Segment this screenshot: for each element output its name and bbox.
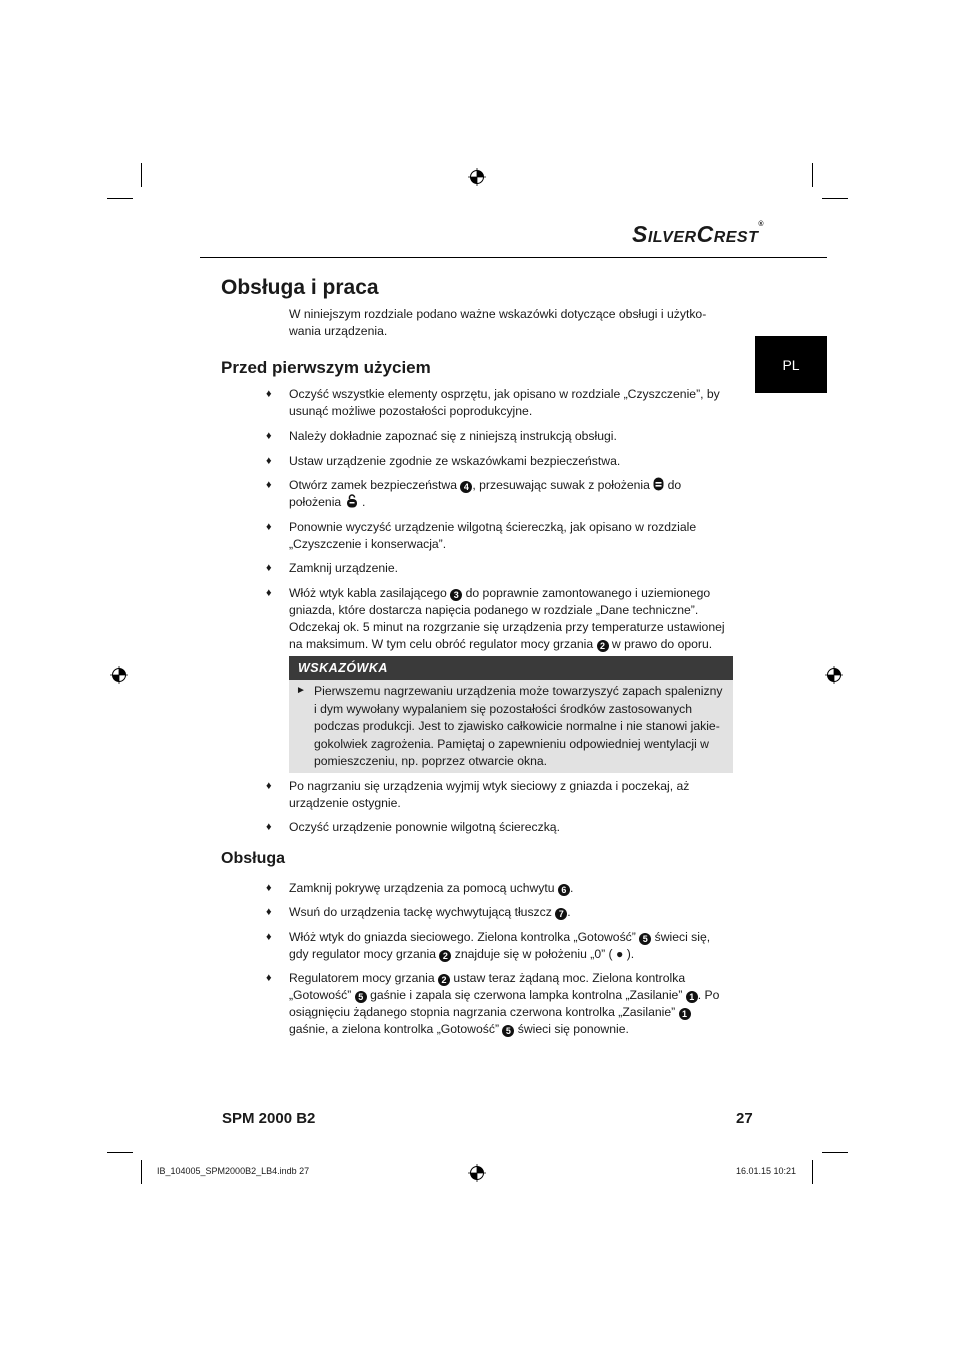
- note-heading: WSKAZÓWKA: [289, 656, 733, 680]
- crop-mark: [822, 198, 848, 199]
- crop-mark: [107, 198, 133, 199]
- registration-mark-icon: [468, 168, 486, 186]
- arrow-right-icon: ►: [296, 685, 306, 696]
- list-item-text: Otwórz zamek bezpieczeństwa 4 , przesuwając suwak z położenia do położenia .: [289, 478, 682, 509]
- crop-mark: [141, 163, 142, 187]
- crop-mark: [812, 163, 813, 187]
- part-number-badge: 5: [639, 933, 651, 945]
- bullet-icon: ♦: [266, 882, 272, 894]
- page-title: Obsługa i praca: [221, 276, 379, 299]
- part-number-badge: 2: [597, 640, 609, 652]
- crop-mark: [141, 1160, 142, 1184]
- lock-open-icon: [345, 494, 359, 508]
- part-number-badge: 4: [460, 481, 472, 493]
- list-item-text: Oczyść urządzenie ponownie wilgotną ściereczką.: [289, 820, 560, 834]
- bullet-icon: ♦: [266, 972, 272, 984]
- list-item-text: Ustaw urządzenie zgodnie ze wskazówkami bezpieczeństwa.: [289, 454, 621, 468]
- list-item-text: Oczyść wszystkie elementy osprzętu, jak opisano w rozdziale „Czyszczenie”, by usunąć możliwe pozostałości poprodukcyjne.: [289, 387, 720, 418]
- bullet-icon: ♦: [266, 931, 272, 943]
- list-item-text: Włóż wtyk do gniazda sieciowego. Zielona kontrolka „Gotowość” 5 świeci się, gdy regulator mocy grzania 2 znajduje się w położeniu „0” ( ● ).: [289, 930, 711, 961]
- page-number: 27: [736, 1110, 753, 1127]
- crop-mark: [812, 1160, 813, 1184]
- part-number-badge: 2: [438, 974, 450, 986]
- note-box: [289, 680, 733, 773]
- bullet-icon: ♦: [266, 455, 272, 467]
- list-item-text: Włóż wtyk kabla zasilającego 3 do poprawnie zamontowanego i uziemionego gniazda, które dostarcza napięcia podanego w rozdziale „Dane techniczne”. Odczekaj ok. 5 minut na rozgrzanie się urządzenia przy temperaturze ustawionej na maksimum. W tym celu obróć regulator mocy grzania 2 w prawo do oporu.: [289, 586, 725, 651]
- note-text: Pierwszemu nagrzewaniu urządzenia może towarzyszyć zapach spalenizny i dym wywołany wypalaniem się pozostałości środków zastosowanych podczas produkcji. Jest to zjawisko całkowicie normalne i nie stanowi jakiegokolwiek zagrożenia. Pamiętaj o zapewnieniu odpowiedniej wentylacji w pomieszczeniu, np. poprzez otwarcie okna.: [314, 684, 723, 768]
- part-number-badge: 7: [555, 908, 567, 920]
- lock-closed-icon: [653, 477, 664, 491]
- list-item-text: Po nagrzaniu się urządzenia wyjmij wtyk sieciowy z gniazda i poczekaj, aż urządzenie ostygnie.: [289, 779, 690, 810]
- slug-filename: IB_104005_SPM2000B2_LB4.indb 27: [157, 1166, 310, 1176]
- list-item-text: Należy dokładnie zapoznać się z niniejszą instrukcją obsługi.: [289, 429, 617, 443]
- part-number-badge: 5: [502, 1025, 514, 1037]
- registration-mark-icon: [110, 666, 128, 684]
- list-item-text: Regulatorem mocy grzania 2 ustaw teraz żądaną moc. Zielona kontrolka „Gotowość” 5 gaśnie i zapala się czerwona lampka kontrolna „Zasilanie” 1 . Po osiągnięciu żądanego stopnia nagrzania czerwona kontrolka „Zasilanie” 1 gaśnie, a zielona kontrolka „Gotowość” 5 świeci się ponownie.: [289, 971, 720, 1036]
- part-number-badge: 1: [679, 1008, 691, 1020]
- bullet-icon: ♦: [266, 821, 272, 833]
- header-rule: [200, 257, 827, 258]
- intro-paragraph: W niniejszym rozdziale podano ważne wskazówki dotyczące obsługi i użytkowania urządzenia.: [289, 307, 707, 338]
- bullet-icon: ♦: [266, 562, 272, 574]
- list-item-text: Wsuń do urządzenia tackę wychwytującą tłuszcz 7 .: [289, 905, 571, 919]
- footer-model: SPM 2000 B2: [222, 1110, 316, 1127]
- bullet-icon: ♦: [266, 430, 272, 442]
- list-item-text: Ponownie wyczyść urządzenie wilgotną ściereczką, jak opisano w rozdziale „Czyszczenie i konserwacja”.: [289, 520, 697, 551]
- list-item-text: Zamknij urządzenie.: [289, 561, 399, 575]
- part-number-badge: 5: [355, 991, 367, 1003]
- part-number-badge: 1: [686, 991, 698, 1003]
- bullet-icon: ♦: [266, 587, 272, 599]
- brand-logo: SILVERCREST®: [632, 221, 765, 247]
- registration-mark-icon: [825, 666, 843, 684]
- registration-mark-icon: [468, 1164, 486, 1182]
- section-heading-first-use: Przed pierwszym użyciem: [221, 358, 431, 377]
- bullet-icon: ♦: [266, 479, 272, 491]
- crop-mark: [107, 1152, 133, 1153]
- part-number-badge: 3: [450, 589, 462, 601]
- list-item-text: Zamknij pokrywę urządzenia za pomocą uchwytu 6 .: [289, 881, 574, 895]
- slug-date: 16.01.15 10:21: [736, 1166, 797, 1176]
- bullet-icon: ♦: [266, 906, 272, 918]
- language-tab: PL: [755, 336, 827, 393]
- crop-mark: [822, 1152, 848, 1153]
- bullet-icon: ♦: [266, 780, 272, 792]
- part-number-badge: 6: [558, 884, 570, 896]
- part-number-badge: 2: [439, 950, 451, 962]
- bullet-icon: ♦: [266, 521, 272, 533]
- bullet-icon: ♦: [266, 388, 272, 400]
- section-heading-operation: Obsługa: [221, 850, 286, 867]
